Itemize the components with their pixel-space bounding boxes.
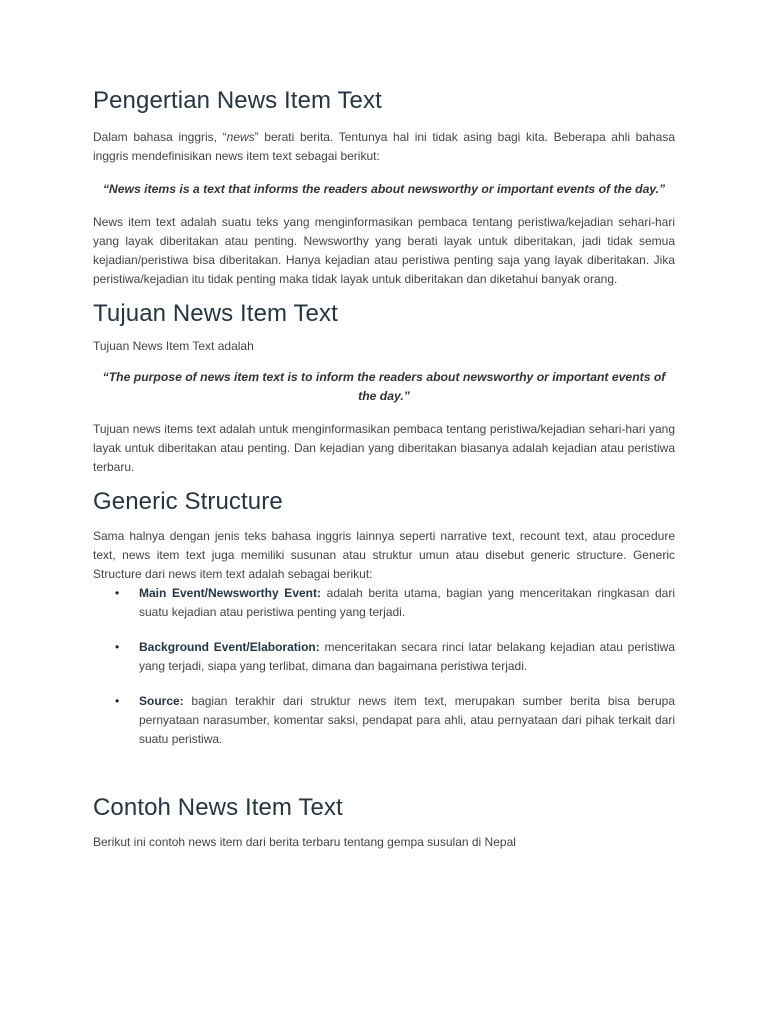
list-item-background-event <box>93 638 675 676</box>
intro-text-after: ” berati berita. Tentunya hal ini tidak asing bagi kita. Beberapa ahli bahasa inggris mendefinisikan news item text sebagai berikut: <box>93 130 675 163</box>
intro-text-before: Dalam bahasa inggris, “ <box>93 130 227 144</box>
paragraph-tujuan-body: Tujuan news items text adalah untuk menginformasikan pembaca tentang peristiwa/kejadian sehari-hari yang layak untuk diberitakan atau penting. Dan kejadian yang diberitakan biasanya adalah kejadian atau peristiwa terbaru. <box>93 422 675 474</box>
list-item-term: Main Event/Newsworthy Event: <box>139 586 321 600</box>
paragraph-generic-intro: Sama halnya dengan jenis teks bahasa inggris lainnya seperti narrative text, recount text, atau procedure text, news item text juga memiliki susunan atau struktur umun atau disebut generic structure. Generic Structure dari news item text adalah sebagai berikut: <box>93 529 675 581</box>
document-page <box>93 86 675 852</box>
quote-pengertian: “News items is a text that informs the readers about newsworthy or important events of the day.” <box>102 182 666 196</box>
list-item-desc: menceritakan secara rinci latar belakang kejadian atau peristiwa yang terjadi, siapa yang terlibat, dimana dan bagaimana peristiwa terjadi. <box>139 640 676 673</box>
list-item-desc: bagian terakhir dari struktur news item text, merupakan sumber berita bisa berupa pernyataan narasumber, komentar saksi, pendapat para ahli, atau pernyataan dari pihak terkait dari suatu peristiwa. <box>139 694 675 746</box>
paragraph-contoh-intro: Berikut ini contoh news item dari berita terbaru tentang gempa susulan di Nepal <box>93 835 516 849</box>
list-item-main-event <box>93 584 675 622</box>
heading-contoh: Contoh News Item Text <box>93 794 343 821</box>
list-item-term: Source: <box>139 694 184 708</box>
paragraph-pengertian-body: News item text adalah suatu teks yang menginformasikan pembaca tentang peristiwa/kejadian sehari-hari yang layak diberitakan atau penting. Newsworthy yang berati layak untuk diberitakan, jadi tidak semua kejadian/peristiwa bisa diberitakan. Hanya kejadian atau peristiwa penting saja yang layak diberitakan. Jika peristiwa/kejadian itu tidak penting maka tidak layak untuk diberitakan dan diketahui banyak orang. <box>93 215 675 286</box>
quote-tujuan: “The purpose of news item text is to inform the readers about newsworthy or important events of the day.” <box>102 370 666 403</box>
generic-structure-list <box>93 584 675 749</box>
bullet-icon: • <box>115 640 120 654</box>
list-item-desc: adalah berita utama, bagian yang menceritakan ringkasan dari suatu kejadian atau peristiwa penting yang terjadi. <box>139 586 676 619</box>
list-item-term: Background Event/Elaboration: <box>139 640 320 654</box>
list-item-source <box>93 692 675 749</box>
bullet-icon: • <box>115 586 120 600</box>
paragraph-pengertian-intro <box>93 128 675 166</box>
intro-text-emphasis: news <box>226 130 255 144</box>
paragraph-tujuan-intro: Tujuan News Item Text adalah <box>93 339 254 353</box>
bullet-icon: • <box>115 694 120 708</box>
heading-generic-structure: Generic Structure <box>93 488 283 515</box>
heading-pengertian: Pengertian News Item Text <box>93 87 382 114</box>
heading-tujuan: Tujuan News Item Text <box>93 300 338 327</box>
